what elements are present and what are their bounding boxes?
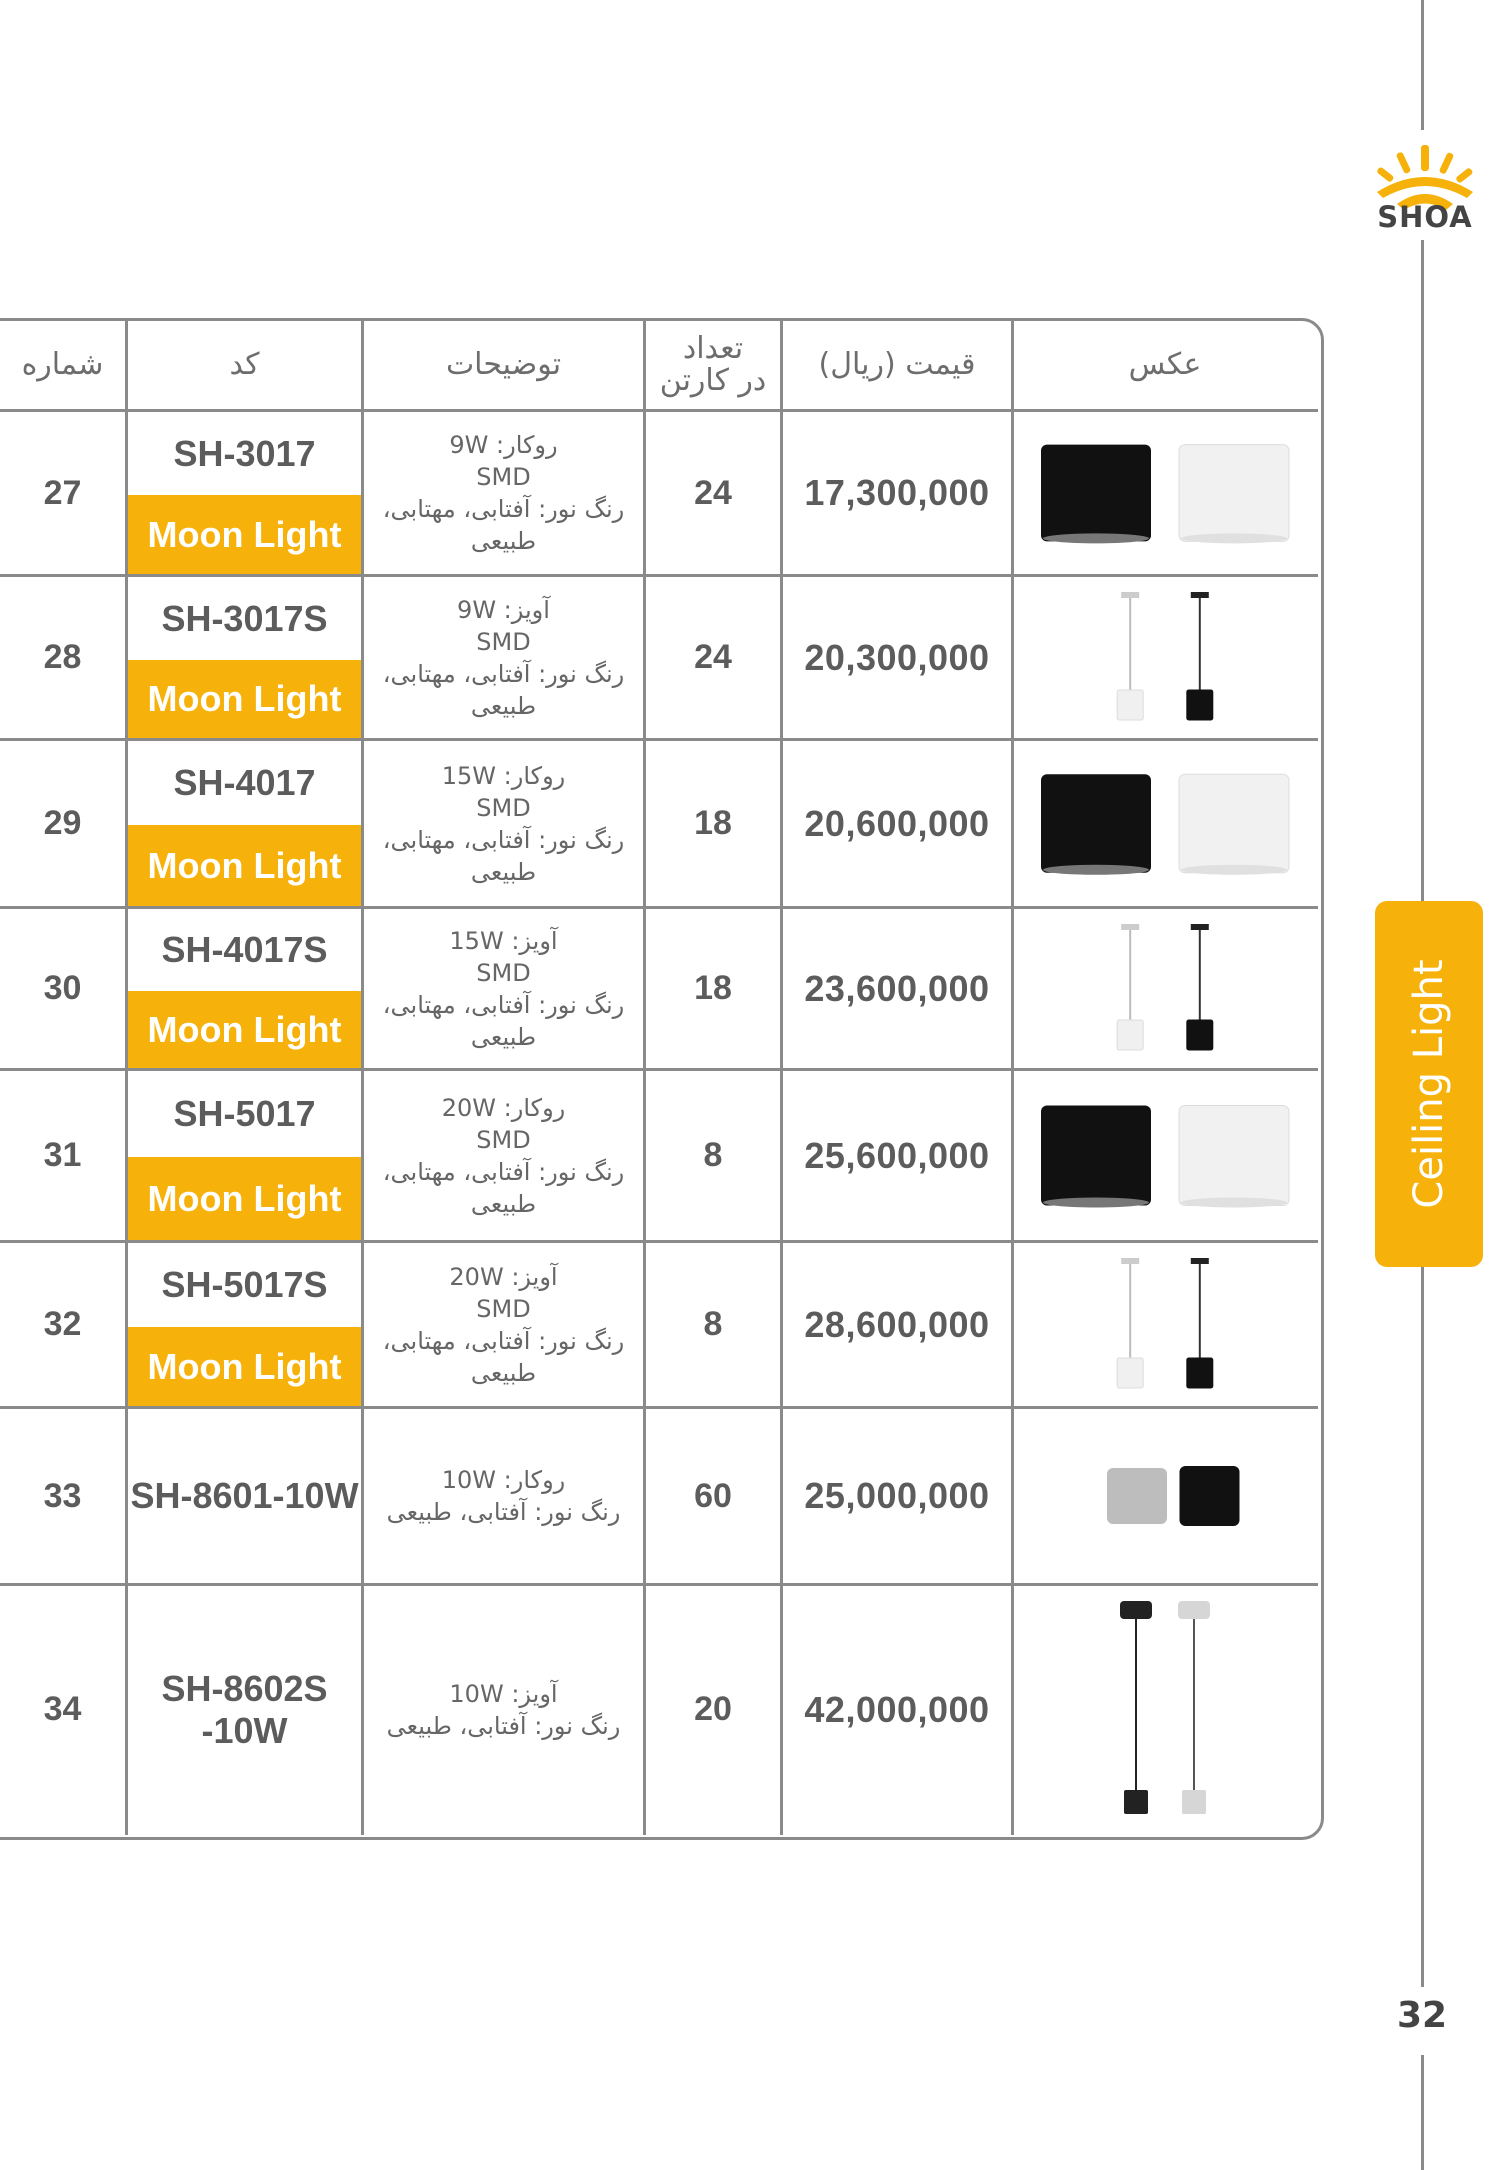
- description-line: آویز: 15W: [449, 926, 558, 955]
- product-code: SH-5017S: [161, 1264, 328, 1305]
- product-description: [364, 412, 643, 574]
- row-number: 32: [43, 1305, 82, 1343]
- product-code: SH-4017: [173, 762, 316, 803]
- description-line: روکار: 9W: [449, 431, 558, 459]
- product-code: SH-3017: [173, 432, 316, 474]
- edge-rule-lower: [1421, 1267, 1424, 1987]
- category-side-tab[interactable]: [1375, 901, 1483, 1267]
- pendant-pair-image: [1020, 912, 1310, 1065]
- description-line: روکار: 15W: [441, 761, 566, 790]
- carton-quantity: 8: [703, 1305, 723, 1343]
- row-number: 30: [43, 969, 82, 1007]
- description-line: طبیعی: [470, 527, 537, 555]
- product-description: [364, 741, 643, 906]
- row-number: 33: [43, 1476, 82, 1515]
- description-line: رنگ نور: آفتابی، مهتابی،: [382, 1157, 625, 1186]
- unit-price: 28,600,000: [804, 1303, 990, 1345]
- product-description: [364, 1071, 643, 1240]
- description-line: آویز: 10W: [449, 1679, 558, 1708]
- product-photo: [1014, 1409, 1316, 1583]
- header-price: قیمت (ریال): [818, 347, 976, 382]
- row-number: 27: [43, 473, 82, 512]
- description-line: SMD: [476, 1125, 531, 1154]
- description-line: طبیعی: [470, 1022, 537, 1051]
- moon-light-badge: Moon Light: [128, 1157, 361, 1240]
- carton-quantity: 20: [694, 1690, 732, 1728]
- unit-price: 20,600,000: [804, 802, 990, 844]
- carton-quantity: 24: [694, 638, 732, 676]
- header-description: توضیحات: [445, 347, 562, 382]
- unit-price: 42,000,000: [804, 1688, 990, 1730]
- description-line: SMD: [476, 627, 531, 656]
- product-code: SH-3017S: [161, 597, 328, 639]
- carton-quantity: 18: [694, 804, 732, 842]
- description-line: SMD: [476, 463, 531, 491]
- description-line: آویز: 20W: [449, 1262, 558, 1291]
- description-line: رنگ نور: آفتابی، طبیعی: [386, 1498, 621, 1526]
- moon-light-badge: Moon Light: [128, 825, 361, 906]
- description-line: طبیعی: [470, 857, 537, 886]
- product-description: [364, 577, 643, 738]
- product-code: SH-5017: [173, 1093, 316, 1134]
- unit-price: 17,300,000: [804, 472, 990, 513]
- header-code: کد: [229, 347, 260, 382]
- brand-logo-text: SHOA: [1377, 200, 1473, 234]
- category-side-tab-label: Ceiling Light: [1406, 959, 1452, 1209]
- small-cylinder-pair-image: [1020, 1412, 1310, 1580]
- edge-rule-middle: [1421, 240, 1424, 901]
- row-number: 28: [43, 638, 82, 676]
- description-line: رنگ نور: آفتابی، مهتابی،: [382, 659, 625, 688]
- surface-drum-pair-image: [1020, 744, 1310, 903]
- page-number: 32: [1396, 1995, 1448, 2036]
- carton-quantity: 60: [694, 1476, 732, 1515]
- row-number: 29: [43, 804, 82, 842]
- product-photo: [1014, 577, 1316, 738]
- row-number: 31: [43, 1136, 82, 1174]
- carton-quantity: 18: [694, 969, 732, 1007]
- moon-light-badge: Moon Light: [128, 991, 361, 1068]
- moon-light-badge: Moon Light: [128, 660, 361, 738]
- unit-price: 25,000,000: [804, 1475, 990, 1516]
- unit-price: 23,600,000: [804, 967, 990, 1009]
- product-code: SH-8602S -10W: [161, 1667, 328, 1751]
- product-code: SH-8601-10W: [130, 1475, 359, 1516]
- product-description: [364, 1409, 643, 1583]
- pendant-pair-image: [1020, 1246, 1310, 1403]
- product-description: [364, 909, 643, 1068]
- surface-drum-pair-image: [1020, 415, 1310, 571]
- description-line: آویز: 9W: [457, 595, 550, 624]
- description-line: SMD: [476, 958, 531, 987]
- unit-price: 20,300,000: [804, 636, 990, 678]
- description-line: SMD: [476, 1294, 531, 1323]
- header-carton-qty: تعداد در کارتن: [659, 331, 767, 398]
- product-code: SH-4017S: [161, 929, 328, 970]
- header-number: شماره: [21, 347, 104, 382]
- edge-rule-top: [1421, 0, 1424, 130]
- unit-price: 25,600,000: [804, 1134, 990, 1176]
- description-line: طبیعی: [470, 691, 537, 720]
- row-number: 34: [43, 1690, 82, 1728]
- description-line: طبیعی: [470, 1358, 537, 1387]
- product-photo: [1014, 412, 1316, 574]
- product-photo: [1014, 1243, 1316, 1406]
- product-photo: [1014, 741, 1316, 906]
- header-photo: عکس: [1128, 347, 1202, 382]
- product-photo: [1014, 1071, 1316, 1240]
- description-line: روکار: 20W: [441, 1093, 566, 1122]
- description-line: رنگ نور: آفتابی، مهتابی،: [382, 1326, 625, 1355]
- surface-drum-pair-image: [1020, 1074, 1310, 1237]
- pendant-pair-image: [1020, 580, 1310, 735]
- description-line: SMD: [476, 793, 531, 822]
- moon-light-badge: Moon Light: [128, 1327, 361, 1406]
- description-line: رنگ نور: آفتابی، طبیعی: [386, 1711, 621, 1740]
- description-line: رنگ نور: آفتابی، مهتابی،: [382, 495, 625, 523]
- product-photo: [1014, 1586, 1316, 1833]
- product-description: [364, 1243, 643, 1406]
- description-line: رنگ نور: آفتابی، مهتابی،: [382, 825, 625, 854]
- long-pendant-pair-image: [1020, 1589, 1310, 1830]
- moon-light-badge: Moon Light: [128, 495, 361, 574]
- carton-quantity: 8: [703, 1136, 723, 1174]
- description-line: طبیعی: [470, 1189, 537, 1218]
- product-description: [364, 1586, 643, 1833]
- carton-quantity: 24: [694, 473, 732, 512]
- product-photo: [1014, 909, 1316, 1068]
- description-line: روکار: 10W: [441, 1466, 566, 1494]
- description-line: رنگ نور: آفتابی، مهتابی،: [382, 990, 625, 1019]
- edge-rule-bottom: [1421, 2055, 1424, 2170]
